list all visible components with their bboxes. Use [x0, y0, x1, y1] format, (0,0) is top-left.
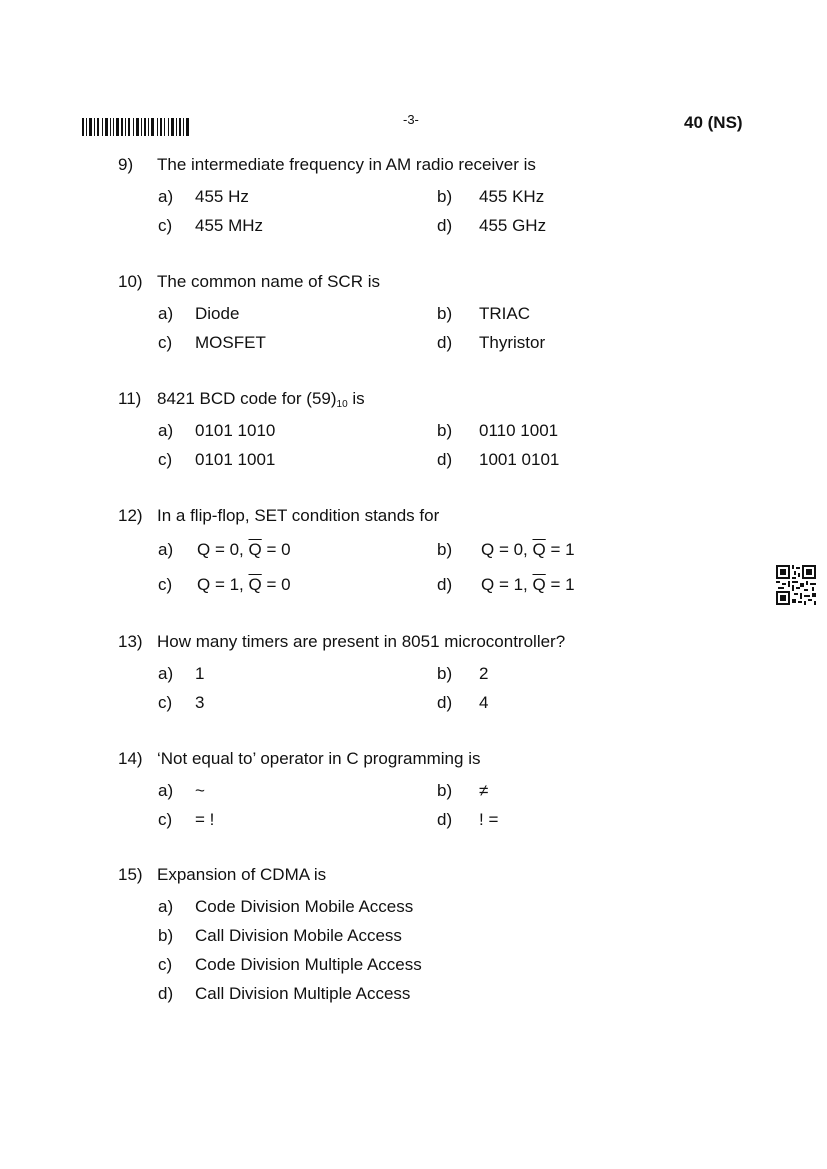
question-text: How many timers are present in 8051 microcontroller?	[157, 632, 566, 651]
question-number: 15)	[118, 865, 143, 884]
option-text: Call Division Multiple Access	[195, 984, 411, 1003]
option-text: Diode	[195, 304, 240, 323]
option-letter: b)	[437, 540, 453, 559]
option-text: 455 Hz	[195, 187, 249, 206]
question-text-main: 8421 BCD code for (59)	[157, 389, 337, 408]
option-text: Q = 0, $\overline{Q} = 0$	[197, 540, 291, 559]
question-text: ‘Not equal to’ operator in C programming is	[157, 749, 481, 768]
question-number: 14)	[118, 749, 143, 768]
option-letter: c)	[158, 333, 173, 352]
option-text: ≠	[479, 781, 489, 800]
option-text: Q = 1, $\overline{Q} = 0$	[197, 575, 291, 594]
option-text: 0101 1010	[195, 421, 276, 440]
option-letter: a)	[158, 540, 174, 559]
option-text: TRIAC	[479, 304, 530, 323]
question-text: Expansion of CDMA is	[157, 865, 327, 884]
question-text: The intermediate frequency in AM radio receiver is	[157, 155, 536, 174]
option-letter: b)	[437, 781, 453, 800]
q-bar: $\overline{Q}$	[248, 540, 262, 559]
option-text: ~	[195, 781, 205, 800]
option-text: MOSFET	[195, 333, 266, 352]
option-letter: d)	[437, 216, 453, 235]
question-number: 11)	[118, 389, 142, 408]
question-number: 13)	[118, 632, 143, 651]
option-letter: b)	[437, 304, 453, 323]
page-number: -3-	[403, 112, 419, 127]
option-text: Code Division Multiple Access	[195, 955, 422, 974]
option-text: Q = 1, $\overline{Q} = 1$	[481, 575, 575, 594]
option-text: 455 KHz	[479, 187, 545, 206]
question-text	[157, 389, 365, 410]
option-text: 455 MHz	[195, 216, 264, 235]
option-text: 4	[479, 693, 489, 712]
option-letter: d)	[158, 984, 174, 1003]
option-letter: a)	[158, 781, 174, 800]
base-subscript: 10	[336, 399, 348, 410]
q-bar: $\overline{Q}$	[532, 575, 546, 594]
option-letter: d)	[437, 693, 453, 712]
option-letter: b)	[437, 421, 453, 440]
qr-code-icon	[776, 565, 816, 605]
option-text: = !	[195, 810, 215, 829]
option-text: 3	[195, 693, 205, 712]
option-letter: a)	[158, 897, 174, 916]
option-letter: c)	[158, 450, 173, 469]
option-text: Call Division Mobile Access	[195, 926, 402, 945]
option-letter: b)	[437, 187, 453, 206]
option-letter: a)	[158, 664, 174, 683]
question-number: 10)	[118, 272, 143, 291]
option-letter: b)	[158, 926, 174, 945]
option-letter: d)	[437, 810, 453, 829]
option-letter: d)	[437, 333, 453, 352]
option-letter: a)	[158, 187, 174, 206]
barcode	[82, 118, 192, 136]
option-text: 2	[479, 664, 489, 683]
option-letter: b)	[437, 664, 453, 683]
option-text: Code Division Mobile Access	[195, 897, 414, 916]
option-letter: d)	[437, 450, 453, 469]
option-letter: c)	[158, 693, 173, 712]
question-text-tail: is	[347, 389, 365, 408]
option-letter: a)	[158, 421, 174, 440]
option-letter: c)	[158, 216, 173, 235]
option-text: 1	[195, 664, 205, 683]
paper-code: 40 (NS)	[684, 113, 743, 132]
option-letter: a)	[158, 304, 174, 323]
question-number: 12)	[118, 506, 143, 525]
question-text: In a flip-flop, SET condition stands for	[157, 506, 440, 525]
option-text: 455 GHz	[479, 216, 547, 235]
option-text: 1001 0101	[479, 450, 560, 469]
question-text: The common name of SCR is	[157, 272, 380, 291]
option-letter: d)	[437, 575, 453, 594]
option-letter: c)	[158, 810, 173, 829]
option-text: 0101 1001	[195, 450, 276, 469]
q-bar: $\overline{Q}$	[532, 540, 546, 559]
option-letter: c)	[158, 955, 173, 974]
q-bar: $\overline{Q}$	[248, 575, 262, 594]
option-text: 0110 1001	[479, 421, 559, 440]
option-text: Q = 0, $\overline{Q} = 1$	[481, 540, 575, 559]
option-text: ! =	[479, 810, 499, 829]
option-text: Thyristor	[479, 333, 546, 352]
option-letter: c)	[158, 575, 173, 594]
question-number: 9)	[118, 155, 134, 174]
